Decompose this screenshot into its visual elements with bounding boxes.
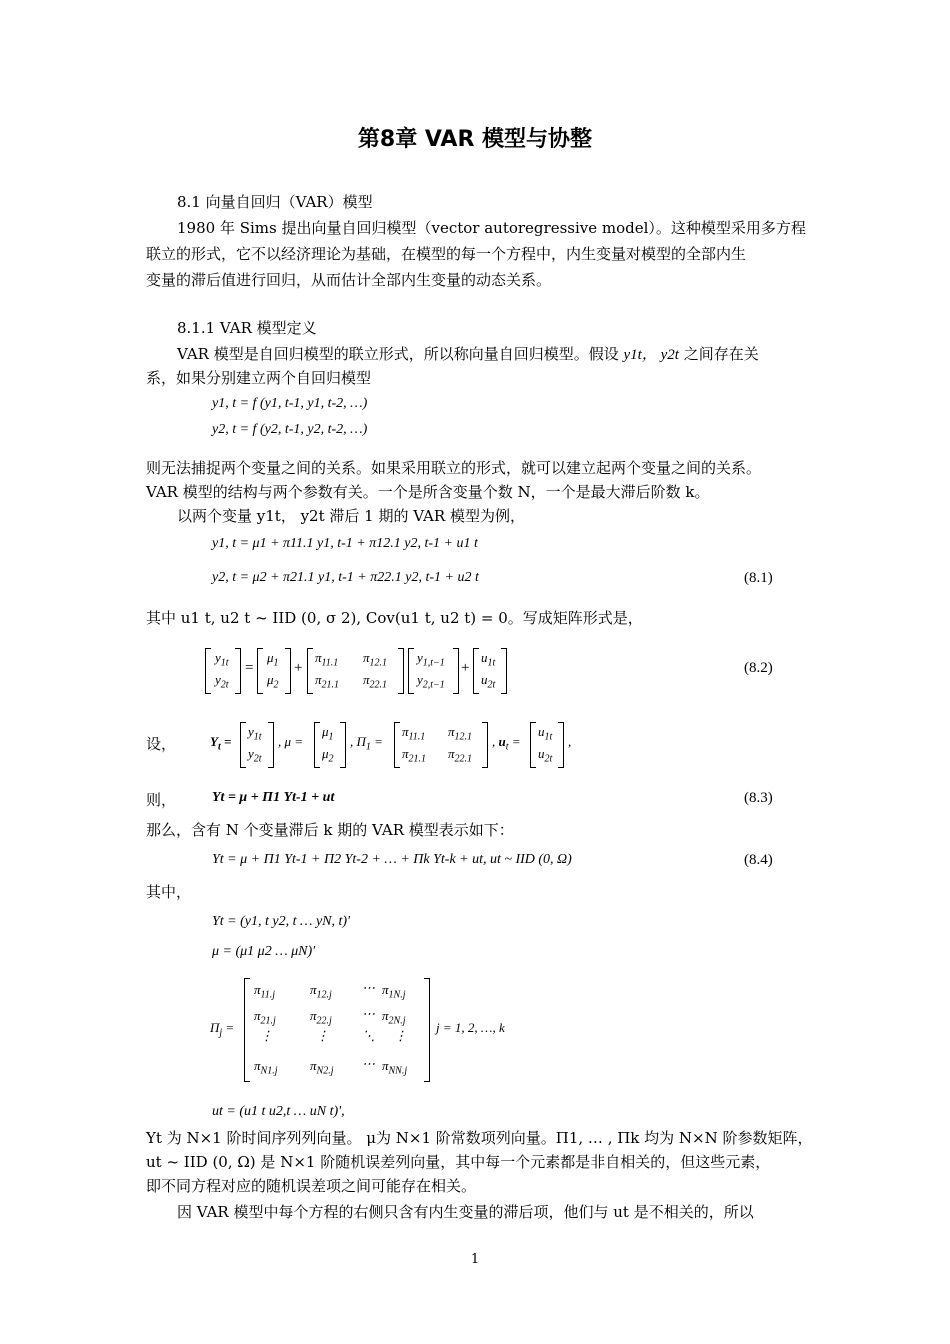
matrix-cell: $\Pi_j$ = (210, 1020, 235, 1039)
definition-mu: μ = (μ1 μ2 … μN)' (212, 944, 316, 959)
matrix-cell: ⋱ (362, 1028, 375, 1043)
matrix-cell: $\mu_2$ (267, 672, 279, 691)
matrix-cell: $\pi_{11.1}$ (402, 724, 426, 743)
matrix-cell: $Y_t$ = (210, 734, 232, 753)
matrix-cell: $\pi_{11.1}$ (315, 650, 339, 669)
matrix-cell: $u_{2t}$ (538, 746, 553, 765)
matrix-cell: $\pi_{22.1}$ (448, 746, 473, 765)
matrix-cell: $\pi_{1N.j}$ (382, 982, 406, 1001)
definition-u: ut = (u1 t u2,t … uN t)', (212, 1104, 345, 1119)
definition-line-1-end: 之间存在关 (683, 345, 759, 363)
matrix-cell: , $u_t$ = (492, 734, 521, 753)
matrix-cell: $\pi_{N2.j}$ (310, 1058, 334, 1077)
chapter-title: 第8章 VAR 模型与协整 (357, 127, 593, 152)
matrix-cell: , (568, 734, 572, 749)
bracket (398, 648, 404, 694)
page-number: 1 (470, 1252, 480, 1267)
bracket (205, 648, 211, 694)
bracket (453, 648, 459, 694)
equation-8-4: Yt = μ + Π1 Yt-1 + Π2 Yt-2 + … + Πk Yt-k + ut, ut ~ IID (0, Ω) (212, 852, 572, 867)
bracket (314, 722, 320, 768)
definition-j: j = 1, 2, …, k (436, 1020, 505, 1035)
matrix-cell: $\pi_{2N.j}$ (382, 1008, 406, 1027)
description-line-2: ut ~ IID (0, Ω) 是 N×1 阶随机误差列向量，其中每一个元素都是非自相关的，但这些元素， (146, 1153, 771, 1171)
matrix-cell: $y_{2t}$ (215, 672, 229, 691)
matrix-cell: $u_{1t}$ (538, 724, 553, 743)
bracket (408, 648, 414, 694)
matrix-cell: $\pi_{21.1}$ (402, 746, 427, 765)
matrix-cell: ⋮ (260, 1028, 273, 1043)
matrix-cell: $\pi_{NN.j}$ (382, 1058, 408, 1077)
ar-equation-1: y1, t = f (y1, t-1, y1, t-2, …) (212, 396, 368, 411)
paragraph-2-line-1: 则无法捕捉两个变量之间的关系。如果采用联立的形式，就可以建立起两个变量之间的关系。 (146, 459, 762, 477)
then-label: 则， (146, 791, 177, 809)
matrix-cell: $\mu_2$ (322, 746, 334, 765)
plus-sign: + (461, 660, 470, 676)
definition-line-1-text: VAR 模型是自回归模型的联立形式，所以称向量自回归模型。假设 (177, 345, 619, 363)
matrix-cell: $y_{1t}$ (248, 724, 262, 743)
bracket (558, 722, 564, 768)
matrix-cell: $y_{2t}$ (248, 746, 262, 765)
matrix-cell: $\pi_{11.j}$ (254, 982, 276, 1001)
matrix-cell: $\pi_{22.1}$ (363, 672, 388, 691)
bracket (394, 722, 400, 768)
matrix-equation-8-2 (205, 648, 515, 694)
bracket (473, 648, 479, 694)
plus-sign: + (294, 660, 303, 676)
matrix-cell: $\pi_{N1.j}$ (254, 1058, 278, 1077)
matrix-cell: ⋯ (362, 980, 375, 995)
matrix-cell: $y_{1,t-1}$ (417, 650, 445, 669)
ar-equation-2: y2, t = f (y2, t-1, y2, t-2, …) (212, 422, 368, 437)
intro-line-3: 变量的滞后值进行回归，从而估计全部内生变量的动态关系。 (146, 271, 552, 289)
matrix-cell: $y_{2,t-1}$ (417, 672, 445, 691)
intro-line-1: 1980 年 Sims 提出向量自回归模型（vector autoregressive model）。这种模型采用多方程 (177, 219, 806, 237)
definition-line-2: 系，如果分别建立两个自回归模型 (146, 369, 372, 387)
matrix-definitions (210, 722, 590, 768)
description-line-1: Yt 为 N×1 阶时间序列列向量。 μ为 N×1 阶常数项列向量。Π1, … , Πk 均为 N×N 阶参数矩阵， (146, 1129, 813, 1147)
bracket (424, 978, 430, 1082)
paragraph-N: 那么，含有 N 个变量滞后 k 期的 VAR 模型表示如下： (146, 821, 514, 839)
equation-number-8-2: (8.2) (744, 660, 773, 676)
description-line-3: 即不同方程对应的随机误差项之间可能存在相关。 (146, 1177, 477, 1195)
equation-number-8-4: (8.4) (744, 852, 773, 868)
bracket (501, 648, 507, 694)
equation-8-3: Yt = μ + Π1 Yt-1 + ut (212, 790, 335, 805)
matrix-cell: ⋯ (362, 1006, 375, 1021)
matrix-cell: $\mu_1$ (322, 724, 334, 743)
section-heading-8-1: 8.1 向量自回归（VAR）模型 (177, 193, 373, 211)
definition-line-1 (177, 344, 759, 365)
equation-number-8-1: (8.1) (744, 570, 773, 586)
definition-line-1-vars: y1t， y2t (623, 347, 679, 363)
description-line-4: 因 VAR 模型中每个方程的右侧只含有内生变量的滞后项，他们与 ut 是不相关的，所以 (177, 1203, 754, 1221)
equation-number-8-3: (8.3) (744, 790, 773, 806)
matrix-cell: ⋯ (362, 1056, 375, 1071)
bracket (285, 648, 291, 694)
matrix-cell: ⋮ (316, 1028, 329, 1043)
section-heading-8-1-1: 8.1.1 VAR 模型定义 (177, 319, 317, 337)
bracket (244, 978, 250, 1082)
matrix-cell: $u_{1t}$ (481, 650, 496, 669)
matrix-cell: $\pi_{12.j}$ (310, 982, 332, 1001)
bracket (235, 648, 241, 694)
intro-line-2: 联立的形式，它不以经济理论为基础，在模型的每一个方程中，内生变量对模型的全部内生 (146, 245, 747, 263)
paragraph-2-line-2: VAR 模型的结构与两个参数有关。一个是所含变量个数 N，一个是最大滞后阶数 k。 (146, 483, 710, 501)
bracket (268, 722, 274, 768)
matrix-pi-j (210, 978, 550, 1082)
bracket (307, 648, 313, 694)
bracket (257, 648, 263, 694)
matrix-cell: $\pi_{21.j}$ (254, 1008, 276, 1027)
equation-8-1-b: y2, t = μ2 + π21.1 y1, t-1 + π22.1 y2, t-1 + u2 t (212, 570, 479, 585)
set-label: 设， (146, 735, 177, 753)
matrix-cell: $\mu_1$ (267, 650, 279, 669)
where-line: 其中 u1 t, u2 t ~ IID (0, σ 2), Cov(u1 t, u2 t) = 0。写成矩阵形式是， (146, 609, 643, 627)
bracket (240, 722, 246, 768)
matrix-cell: $\pi_{12.1}$ (363, 650, 388, 669)
matrix-cell: , $\Pi_1$ = (350, 734, 383, 753)
equals-sign: = (245, 660, 254, 676)
matrix-cell: $\pi_{22.j}$ (310, 1008, 332, 1027)
matrix-cell: , μ = (278, 734, 304, 749)
paragraph-3: 以两个变量 y1t， y2t 滞后 1 期的 VAR 模型为例， (177, 507, 525, 525)
matrix-cell: $\pi_{21.1}$ (315, 672, 340, 691)
equation-8-1-a: y1, t = μ1 + π11.1 y1, t-1 + π12.1 y2, t-1 + u1 t (212, 536, 478, 551)
matrix-cell: $u_{2t}$ (481, 672, 496, 691)
matrix-cell: $\pi_{12.1}$ (448, 724, 473, 743)
among-label: 其中， (146, 883, 192, 901)
matrix-cell: $y_{1t}$ (215, 650, 229, 669)
bracket (482, 722, 488, 768)
definition-Y: Yt = (y1, t y2, t … yN, t)' (212, 914, 351, 929)
bracket (340, 722, 346, 768)
bracket (530, 722, 536, 768)
matrix-cell: ⋮ (394, 1028, 407, 1043)
